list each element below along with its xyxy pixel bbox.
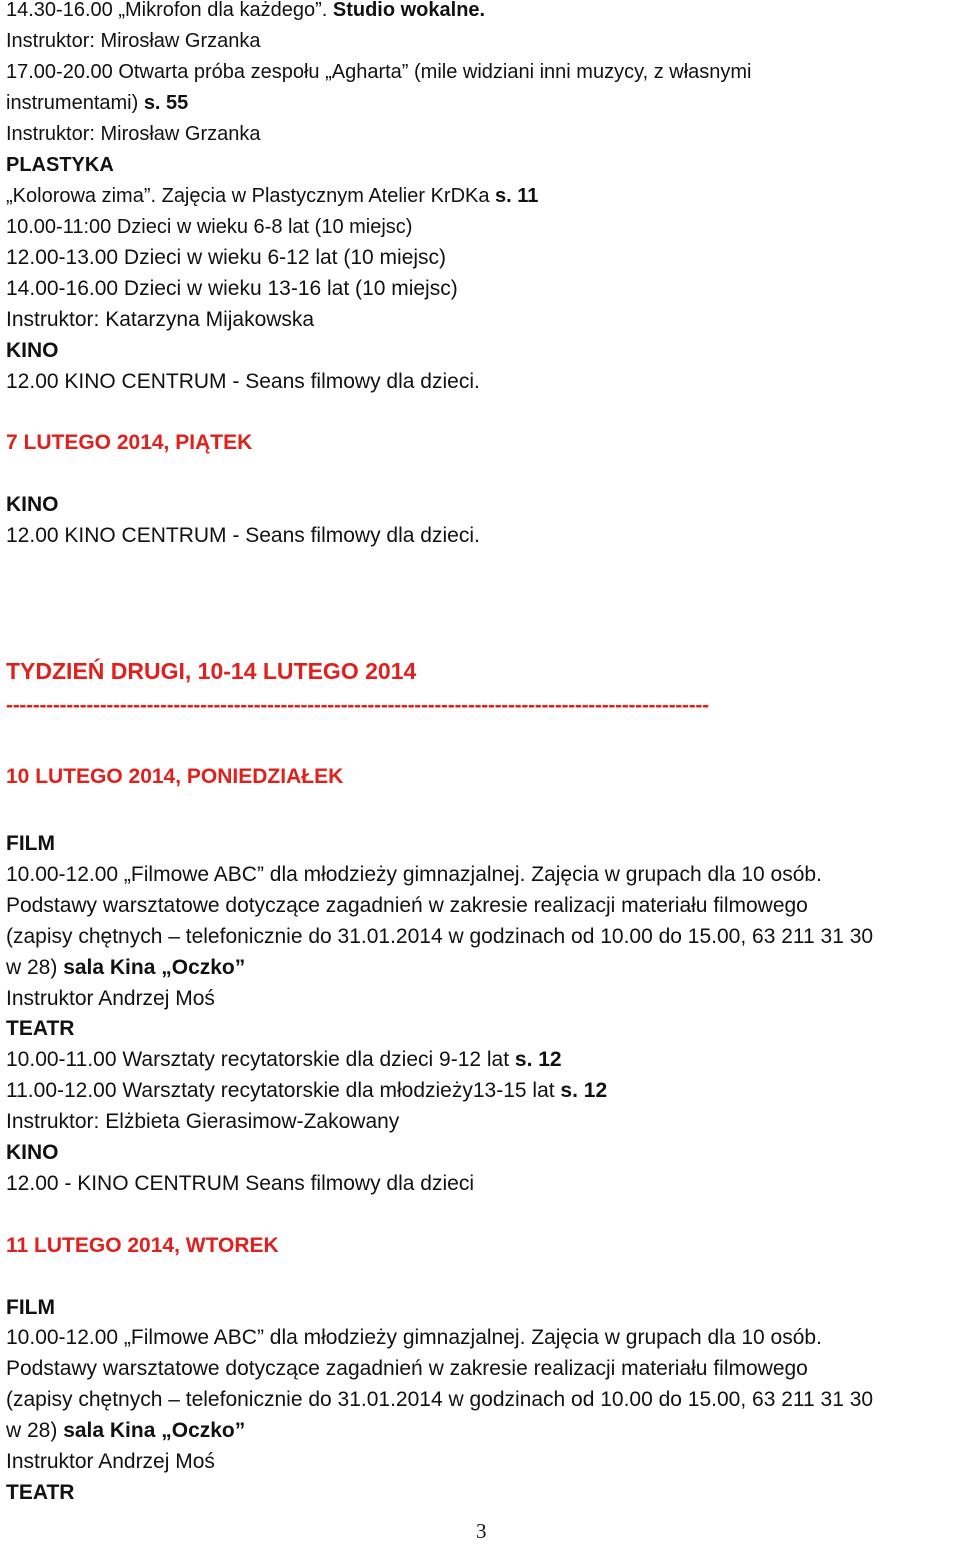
week-separator: --------------------------------------------------------------------------------------------------------- (6, 694, 709, 717)
schedule-line: 12.00 KINO CENTRUM - Seans filmowy dla dzieci. (6, 370, 480, 393)
schedule-line: 14.30-16.00 „Mikrofon dla każdego”. Studio wokalne. (6, 0, 486, 21)
schedule-line: 14.00-16.00 Dzieci w wieku 13-16 lat (10 miejsc) (6, 277, 458, 300)
week-heading: TYDZIEŃ DRUGI, 10-14 LUTEGO 2014 (6, 658, 417, 684)
instructor-line: Instruktor Andrzej Moś (6, 1450, 215, 1473)
section-label-kino: KINO (6, 493, 59, 516)
section-label-teatr: TEATR (6, 1017, 75, 1040)
instructor-line: Instruktor: Mirosław Grzanka (6, 123, 261, 145)
schedule-line: 10.00-12.00 „Filmowe ABC” dla młodzieży gimnazjalnej. Zajęcia w grupach dla 10 osób. (6, 863, 822, 886)
schedule-line: 12.00 KINO CENTRUM - Seans filmowy dla dzieci. (6, 524, 480, 547)
day-heading-7-feb: 7 LUTEGO 2014, PIĄTEK (6, 431, 253, 454)
section-label-plastyka: PLASTYKA (6, 154, 114, 176)
schedule-line: 10.00-11.00 Warsztaty recytatorskie dla dzieci 9-12 lat s. 12 (6, 1048, 562, 1071)
instructor-line: Instruktor Andrzej Moś (6, 987, 215, 1010)
description-line: w 28) sala Kina „Oczko” (6, 1419, 246, 1442)
schedule-line: 10.00-12.00 „Filmowe ABC” dla młodzieży gimnazjalnej. Zajęcia w grupach dla 10 osób. (6, 1326, 822, 1349)
instructor-line: Instruktor: Mirosław Grzanka (6, 30, 261, 52)
schedule-line: 12.00-13.00 Dzieci w wieku 6-12 lat (10 miejsc) (6, 246, 447, 269)
description-line: (zapisy chętnych – telefonicznie do 31.01.2014 w godzinach od 10.00 do 15.00, 63 211 31 30 (6, 1388, 874, 1411)
description-line: (zapisy chętnych – telefonicznie do 31.01.2014 w godzinach od 10.00 do 15.00, 63 211 31 30 (6, 925, 874, 948)
schedule-line: instrumentami) s. 55 (6, 92, 189, 114)
section-label-teatr: TEATR (6, 1481, 75, 1504)
instructor-line: Instruktor: Katarzyna Mijakowska (6, 308, 315, 331)
page-number: 3 (476, 1519, 487, 1543)
day-heading-10-feb: 10 LUTEGO 2014, PONIEDZIAŁEK (6, 765, 344, 788)
description-line: Podstawy warsztatowe dotyczące zagadnień w zakresie realizacji materiału filmowego (6, 894, 808, 917)
description-line: Podstawy warsztatowe dotyczące zagadnień w zakresie realizacji materiału filmowego (6, 1357, 808, 1380)
section-label-film: FILM (6, 1296, 55, 1319)
schedule-line: 10.00-11:00 Dzieci w wieku 6-8 lat (10 miejsc) (6, 216, 413, 238)
section-label-kino: KINO (6, 1141, 59, 1164)
description-line: w 28) sala Kina „Oczko” (6, 956, 246, 979)
schedule-line: „Kolorowa zima”. Zajęcia w Plastycznym Atelier KrDKa s. 11 (6, 185, 539, 207)
section-label-film: FILM (6, 832, 55, 855)
schedule-line: 12.00 - KINO CENTRUM Seans filmowy dla dzieci (6, 1172, 474, 1195)
instructor-line: Instruktor: Elżbieta Gierasimow-Zakowany (6, 1110, 400, 1133)
schedule-line: 11.00-12.00 Warsztaty recytatorskie dla młodzieży13-15 lat s. 12 (6, 1079, 608, 1102)
day-heading-11-feb: 11 LUTEGO 2014, WTOREK (6, 1234, 279, 1257)
section-label-kino: KINO (6, 339, 59, 362)
schedule-line: 17.00-20.00 Otwarta próba zespołu „Agharta” (mile widziani inni muzycy, z własnymi (6, 61, 752, 83)
